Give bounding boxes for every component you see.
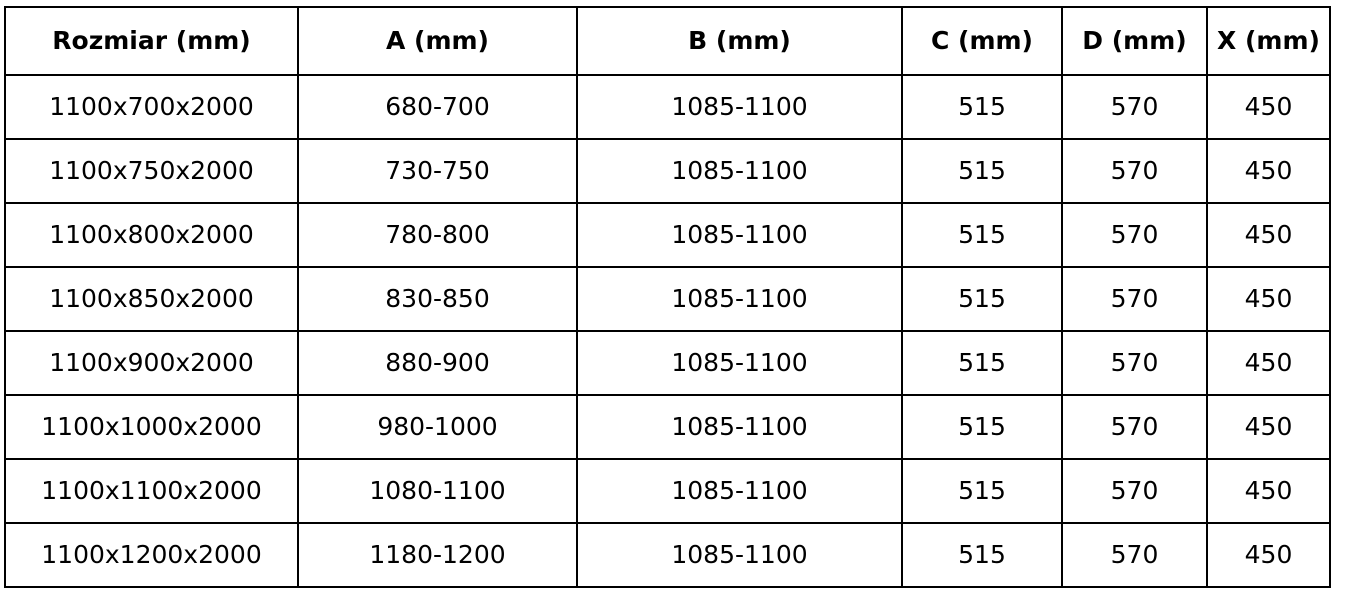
table-row [5,331,1330,395]
cell-c: 515 [902,459,1062,523]
cell-c: 515 [902,203,1062,267]
cell-b: 1085-1100 [577,331,902,395]
cell-x: 450 [1207,523,1330,587]
table-row [5,75,1330,139]
cell-rozmiar: 1100x1100x2000 [5,459,298,523]
column-header-a: A (mm) [298,7,577,75]
cell-x: 450 [1207,331,1330,395]
cell-a: 980-1000 [298,395,577,459]
cell-a: 830-850 [298,267,577,331]
cell-b: 1085-1100 [577,267,902,331]
cell-c: 515 [902,267,1062,331]
column-header-c: C (mm) [902,7,1062,75]
cell-b: 1085-1100 [577,523,902,587]
cell-x: 450 [1207,203,1330,267]
cell-c: 515 [902,139,1062,203]
column-header-b: B (mm) [577,7,902,75]
cell-b: 1085-1100 [577,75,902,139]
column-header-rozmiar: Rozmiar (mm) [5,7,298,75]
spec-table-container [0,6,1351,597]
table-body [5,75,1330,587]
cell-d: 570 [1062,395,1207,459]
cell-a: 780-800 [298,203,577,267]
cell-rozmiar: 1100x700x2000 [5,75,298,139]
cell-rozmiar: 1100x1200x2000 [5,523,298,587]
cell-a: 880-900 [298,331,577,395]
specification-table [4,6,1331,588]
cell-rozmiar: 1100x900x2000 [5,331,298,395]
cell-d: 570 [1062,139,1207,203]
cell-c: 515 [902,395,1062,459]
cell-x: 450 [1207,139,1330,203]
column-header-d: D (mm) [1062,7,1207,75]
table-header [5,7,1330,75]
cell-a: 1080-1100 [298,459,577,523]
cell-a: 1180-1200 [298,523,577,587]
cell-b: 1085-1100 [577,395,902,459]
cell-d: 570 [1062,75,1207,139]
table-row [5,203,1330,267]
cell-b: 1085-1100 [577,139,902,203]
cell-rozmiar: 1100x1000x2000 [5,395,298,459]
cell-d: 570 [1062,331,1207,395]
cell-x: 450 [1207,75,1330,139]
table-row [5,459,1330,523]
cell-b: 1085-1100 [577,203,902,267]
cell-c: 515 [902,75,1062,139]
table-row [5,523,1330,587]
table-header-row [5,7,1330,75]
cell-c: 515 [902,523,1062,587]
cell-a: 680-700 [298,75,577,139]
cell-rozmiar: 1100x750x2000 [5,139,298,203]
table-row [5,395,1330,459]
cell-b: 1085-1100 [577,459,902,523]
cell-x: 450 [1207,267,1330,331]
column-header-x: X (mm) [1207,7,1330,75]
cell-d: 570 [1062,523,1207,587]
cell-x: 450 [1207,459,1330,523]
cell-rozmiar: 1100x800x2000 [5,203,298,267]
table-row [5,267,1330,331]
cell-d: 570 [1062,203,1207,267]
cell-d: 570 [1062,459,1207,523]
cell-c: 515 [902,331,1062,395]
cell-x: 450 [1207,395,1330,459]
cell-d: 570 [1062,267,1207,331]
cell-a: 730-750 [298,139,577,203]
table-row [5,139,1330,203]
cell-rozmiar: 1100x850x2000 [5,267,298,331]
